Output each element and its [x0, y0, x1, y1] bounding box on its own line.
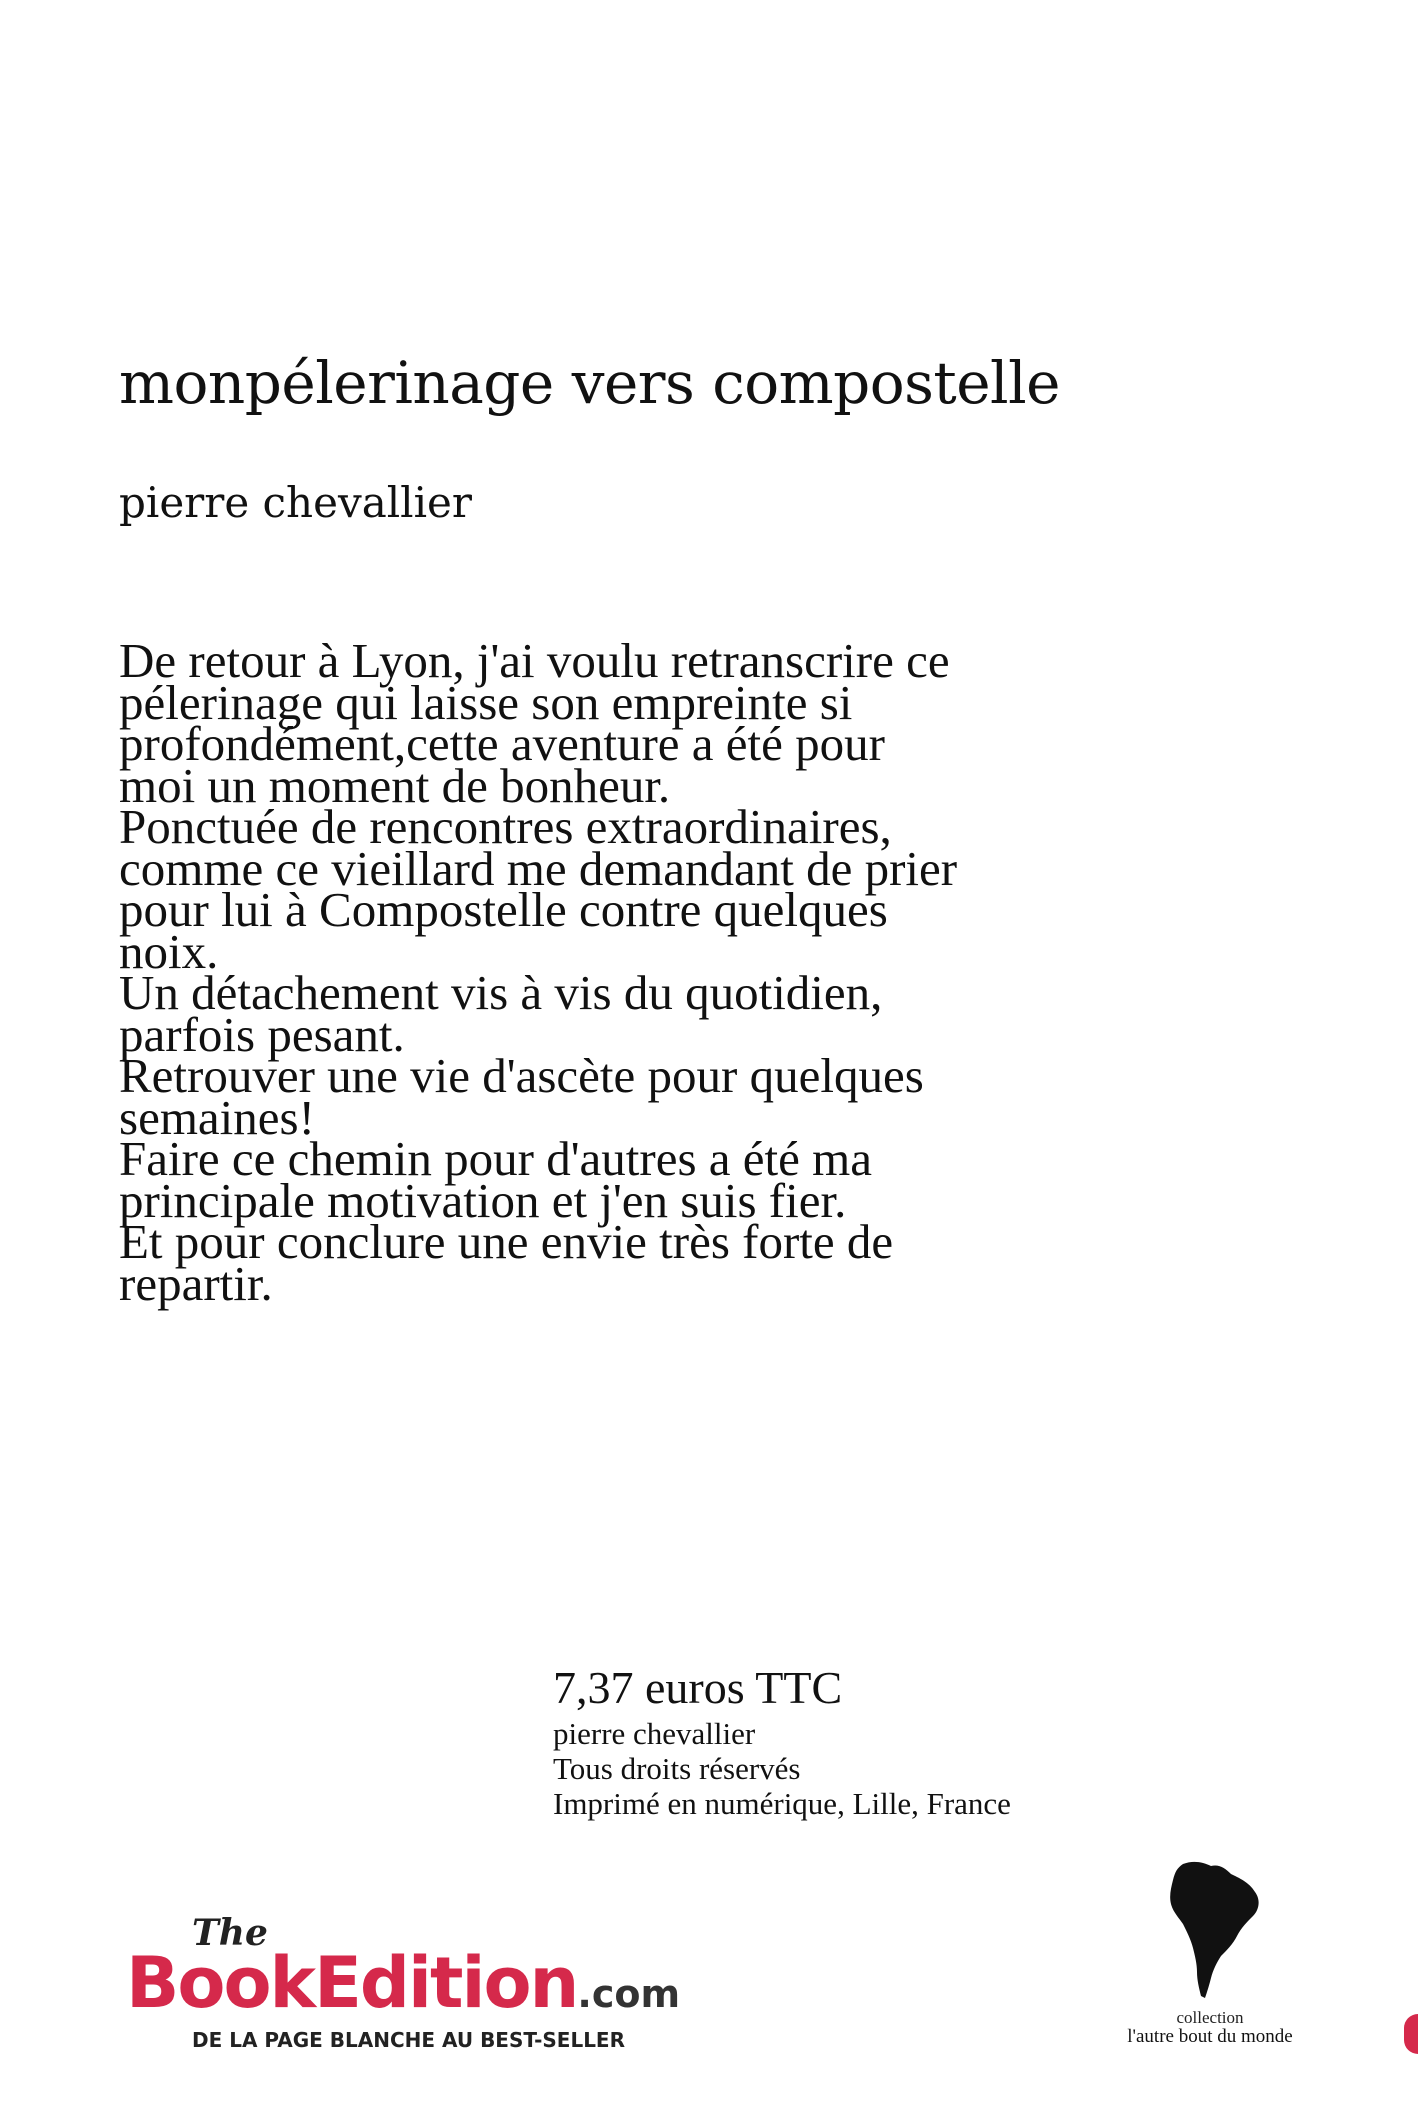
- blurb-line: Et pour conclure une envie très forte de: [119, 1214, 894, 1269]
- blurb-line: pour lui à Compostelle contre quelques: [119, 882, 888, 937]
- blurb-line: moi un moment de bonheur.: [119, 757, 671, 813]
- blurb-line: Faire ce chemin pour d'autres a été ma: [119, 1131, 873, 1186]
- publisher-logo: [126, 1912, 706, 2062]
- edge-mark: [1404, 2014, 1418, 2054]
- logo-brand: BookEdition: [126, 1942, 578, 2024]
- printing-notice: Imprimé en numérique, Lille, France: [553, 1786, 1011, 1821]
- collection-mark: [1100, 1860, 1320, 2060]
- collection-label: collection: [1176, 2008, 1244, 2027]
- blurb-line: Un détachement vis à vis du quotidien,: [119, 965, 883, 1020]
- blurb-line: principale motivation et j'en suis fier.: [119, 1172, 847, 1228]
- book-title: monpélerinage vers compostelle: [119, 349, 1060, 417]
- blurb-line: pélerinage qui laisse son empreinte si: [119, 674, 853, 730]
- price: 7,37 euros TTC: [553, 1662, 843, 1713]
- blurb-line: semaines!: [119, 1089, 315, 1145]
- blurb-line: parfois pesant.: [119, 1006, 405, 1062]
- blurb-line: De retour à Lyon, j'ai voulu retranscrire ce: [119, 633, 950, 688]
- south-america-silhouette-icon: [1165, 1860, 1265, 2000]
- blurb-line: profondément,cette aventure a été pour: [119, 716, 885, 771]
- blurb-line: noix.: [119, 923, 219, 979]
- logo-tagline: DE LA PAGE BLANCHE AU BEST-SELLER: [192, 2028, 625, 2052]
- blurb-line: comme ce vieillard me demandant de prier: [119, 840, 958, 896]
- colophon: [553, 1660, 1011, 1821]
- blurb-line: Ponctuée de rencontres extraordinaires,: [119, 799, 892, 854]
- logo-domain: .com: [577, 1972, 681, 2016]
- collection-name: l'autre bout du monde: [1127, 2026, 1293, 2047]
- logo-wordmark: [126, 1942, 680, 2024]
- colophon-author: pierre chevallier: [553, 1716, 756, 1751]
- blurb-line: repartir.: [119, 1255, 273, 1311]
- rights-notice: Tous droits réservés: [553, 1751, 801, 1786]
- back-cover-blurb: [119, 633, 1119, 1311]
- book-author: pierre chevallier: [119, 478, 472, 527]
- blurb-line: Retrouver une vie d'ascète pour quelques: [119, 1048, 924, 1103]
- logo-the: The: [192, 1912, 268, 1954]
